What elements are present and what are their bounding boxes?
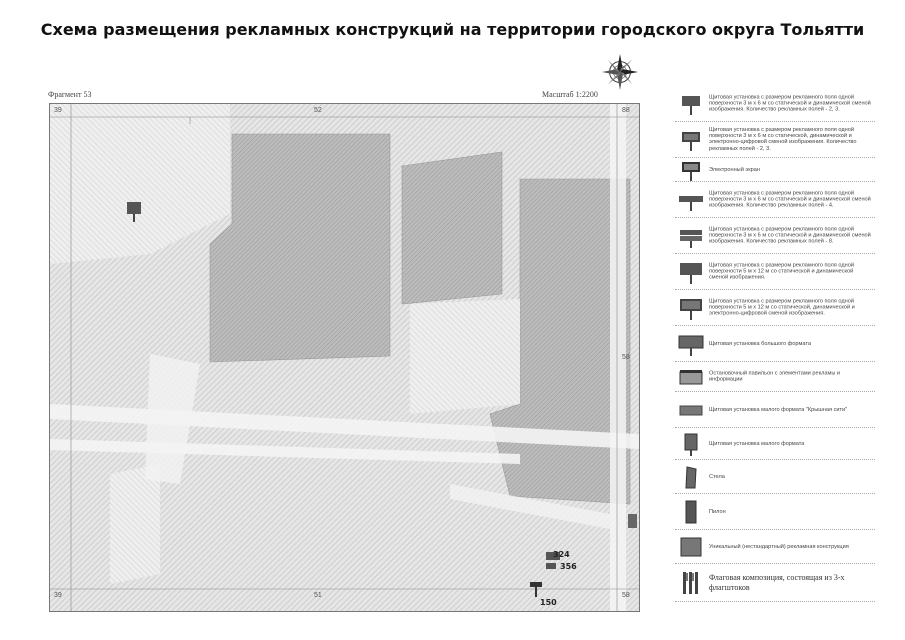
legend-item — [675, 218, 875, 254]
map-edge-marker — [628, 514, 637, 528]
legend-text: Щитовая установка с размером рекламного поля одной поверхности 5 м х 12 м со статической и динамической сменой изображения. — [709, 261, 854, 281]
legend-text: Флаговая композиция, состоящая из 3-х флагштоков — [709, 572, 845, 592]
legend-text: Щитовая установка с размером рекламного поля одной поверхности 5 м х 12 м со статической, динамической и электронно-цифровой сменой изображения. — [709, 297, 855, 317]
legend-item — [675, 254, 875, 290]
grid-label: 52 — [314, 107, 322, 114]
legend-item — [675, 428, 875, 460]
grid-label: 39 — [54, 592, 62, 599]
flag-composition-icon — [678, 570, 704, 596]
legend-item — [675, 158, 875, 182]
billboard-digital-icon — [678, 127, 704, 153]
grid-label: 58 — [622, 354, 630, 361]
legend-text: Щитовая установка с размером рекламного поля одной поверхности 3 м х 6 м со статической и динамической сменой изображения. Количество рекламных полей - 4. — [709, 189, 871, 209]
pylon-icon — [678, 499, 704, 525]
legend-item — [675, 460, 875, 494]
legend-item — [675, 182, 875, 218]
stele-icon — [678, 464, 704, 490]
building-right — [402, 152, 502, 304]
legend-item — [675, 362, 875, 392]
scale-label: Масштаб 1:2200 — [542, 90, 598, 99]
billboard-icon — [678, 91, 704, 117]
big-format-icon — [678, 331, 704, 357]
legend-text: Электронный экран — [709, 166, 760, 173]
legend-text: Щитовая установка большого формата — [709, 340, 811, 347]
marker-label[interactable]: 324 — [553, 550, 570, 559]
legend-item — [675, 290, 875, 326]
small-stand-icon — [678, 431, 704, 457]
legend-text: Щитовая установка с размером рекламного поля одной поверхности 3 м х 6 м со статической, динамической и электронно-цифровой сменой изображения. Количество рекламных полей - 2, 3. — [709, 126, 857, 152]
legend — [675, 86, 875, 602]
pavilion-icon — [678, 364, 704, 390]
marker-label[interactable]: 150 — [540, 598, 557, 607]
legend-text: Щитовая установка малого формата "Крышная сити" — [709, 406, 848, 413]
legend-text: Пилон — [709, 508, 726, 515]
legend-item — [675, 392, 875, 428]
compass-rose-icon — [601, 53, 639, 91]
billboard-large-icon — [678, 259, 704, 285]
legend-text: Щитовая установка с размером рекламного поля одной поверхности 3 м х 6 м со статической и динамической сменой изображения. Количество рекламных полей - 8. — [709, 225, 871, 245]
electronic-screen-icon — [678, 157, 704, 183]
legend-text: Стела — [709, 473, 725, 480]
legend-item — [675, 494, 875, 530]
grid-label: 51 — [314, 592, 322, 599]
billboard-large-digital-icon — [678, 295, 704, 321]
billboard-four-icon — [678, 187, 704, 213]
legend-text: Щитовая установка с размером рекламного поля одной поверхности 3 м х 6 м со статической и динамической сменой изображения. Количество рекламных полей - 2, 3. — [709, 93, 871, 113]
legend-text: Остановочный павильон с элементами рекламы и информации — [709, 370, 841, 383]
small-format-icon — [678, 397, 704, 423]
fragment-label: Фрагмент 53 — [48, 90, 92, 99]
billboard-eight-icon — [678, 223, 704, 249]
legend-item — [675, 86, 875, 122]
legend-text: Уникальный (нестандартный) рекламная конструкция — [709, 543, 849, 550]
unique-structure-icon — [678, 534, 704, 560]
legend-item — [675, 326, 875, 362]
legend-item — [675, 530, 875, 564]
building-large — [210, 134, 390, 362]
map-drawing — [50, 104, 639, 611]
marker-label[interactable]: 356 — [560, 562, 577, 571]
grid-label: 58 — [622, 592, 630, 599]
grid-label: 88 — [622, 107, 630, 114]
legend-item — [675, 564, 875, 602]
legend-text: Щитовая установка малого формата — [709, 440, 805, 447]
map-title: Схема размещения рекламных конструкций на территории городского округа Тольятти — [40, 20, 865, 39]
grid-label: 39 — [54, 107, 62, 114]
map-canvas[interactable] — [49, 103, 640, 612]
legend-item — [675, 122, 875, 158]
